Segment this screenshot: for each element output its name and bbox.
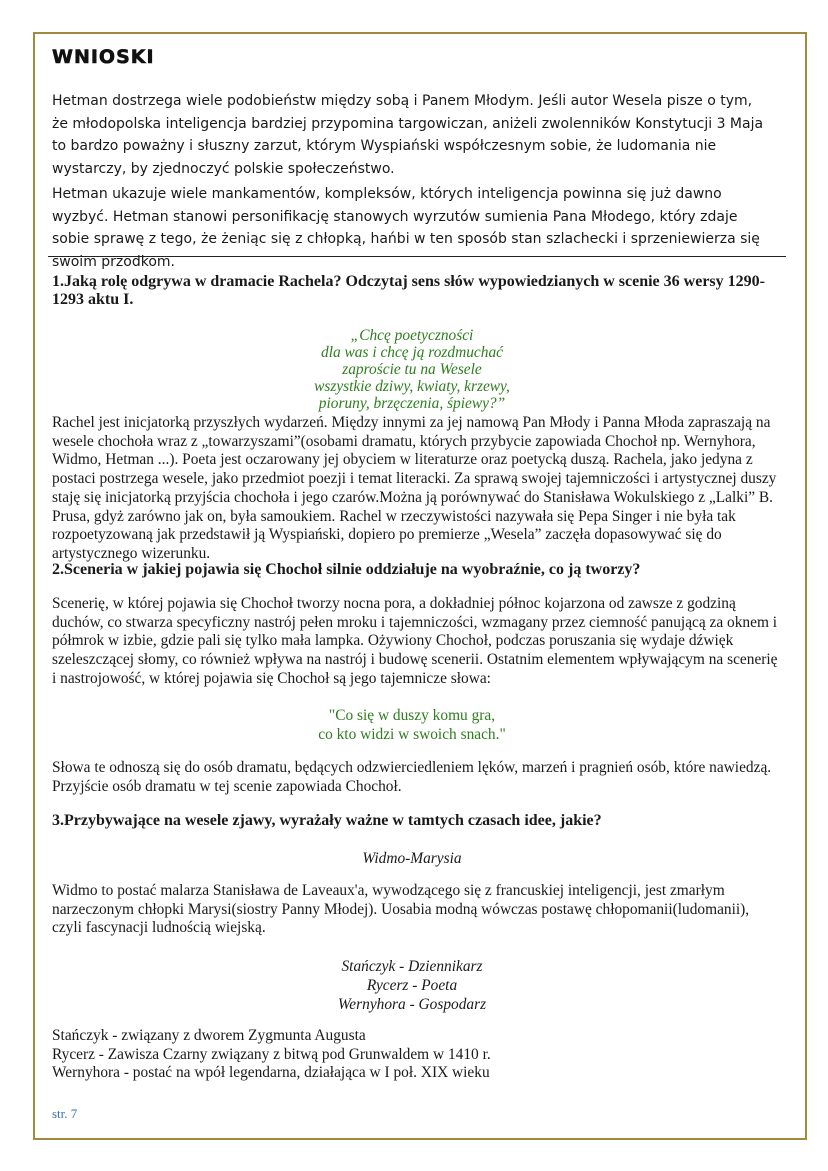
chochol-quote <box>52 706 772 744</box>
quote-line: dla was i chcę ją rozdmuchać <box>321 344 503 361</box>
rachela-quote <box>52 327 772 412</box>
answer-1: Rachel jest inicjatorką przyszłych wydarzeń. Między innymi za jej namową Pan Młody i Panna Młoda zapraszają na wesele chochoła wraz z „towarzyszami”(osobami dramatu, których przybycie zapowiada Chochoł np. Wernyhora, Widmo, Hetman ...). Poeta jest oczarowany jej obyciem w literaturze oraz poetycką duszą. Rachela, jako jedyna z postaci postrzega wesele, jako przedmiot poezji i temat literacki. Za sprawą swojej tajemniczości i artystycznej duszy staję się inicjatorką przyjścia chochoła i jego czarów.Można ją porównywać do Stanisława Wokulskiego z „Lalki” B. Prusa, gdyż zarówno jak on, była samoukiem. Rachel w rzeczywistości nazywała się Pepa Singer i nie była tak rozpoetyzowaną jak przedstawił ją Wyspiański, dopiero po premierze „Wesela” zaczęła dopasowywać się do artystycznego wizerunku. <box>52 414 777 562</box>
note-item: Wernyhora - postać na wpół legendarna, działająca w I poł. XIX wieku <box>52 1064 490 1082</box>
conclusion-paragraph-1: Hetman dostrzega wiele podobieństw między sobą i Panem Młodym. Jeśli autor Wesela pisze o tym, że młodopolska inteligencja bardziej przypomina targowiczan, aniżeli zwolenników Konstytucji 3 Maja to bardzo poważny i słuszny zarzut, którym Wyspiański współczesnym sobie, że ludomania nie wystarczy, by zjednoczyć polskie społeczeństwo. <box>52 93 764 177</box>
question-1: 1.Jaką rolę odgrywa w dramacie Rachela? Odczytaj sens słów wypowiedzianych w scenie 36 wersy 1290-1293 aktu I. <box>52 273 765 308</box>
note-item: Rycerz - Zawisza Czarny związany z bitwą pod Grunwaldem w 1410 r. <box>52 1045 491 1063</box>
section-heading: WNIOSKI <box>52 46 155 68</box>
quote-line: "Co się w duszy komu gra, <box>328 707 496 724</box>
quote-line: wszystkie dziwy, kwiaty, krzewy, <box>314 378 510 395</box>
answer-2-conclusion: Słowa te odnoszą się do osób dramatu, będących odzwierciedleniem lęków, marzeń i pragnień osób, które nawiedzą. Przyjście osób dramatu w tej scenie zapowiada Chochoł. <box>52 759 772 795</box>
quote-line: co kto widzi w swoich snach." <box>318 726 506 743</box>
character-notes <box>52 1027 780 1083</box>
pair-item: Stańczyk - Dziennikarz <box>341 958 483 975</box>
question-2: 2.Sceneria w jakiej pojawia się Chochoł silnie oddziałuje na wyobraźnie, co ją tworzy? <box>52 561 641 578</box>
quote-line: zaproście tu na Wesele <box>342 361 482 378</box>
quote-line: pioruny, brzęczenia, śpiewy?” <box>318 395 506 412</box>
widmo-description: Widmo to postać malarza Stanisława de Laveaux'a, wywodzącego się z francuskiej inteligencji, jest zmarłym narzeczonym chłopki Marysi(siostry Panny Młodej). Uosabia modną wówczas postawę chłopomanii(ludomanii), czyli fascynacji ludnością wiejską. <box>52 882 750 937</box>
pair-widmo-marysia: Widmo-Marysia <box>362 850 462 867</box>
answer-2: Scenerię, w której pojawia się Chochoł tworzy nocna pora, a dokładniej północ kojarzona od zawsze z godziną duchów, co stwarza specyficzny nastrój pełen mroku i tajemniczości, wzmagany przez ciemność panującą za oknem i półmrok w izbie, gdzie pali się tylko mała lampka. Ożywiony Chochoł, podczas poruszania się wydaje dźwięk szeleszczącej słomy, co również wpływa na nastrój i budowę scenerii. Ostatnim elementem wpływającym na scenerię i nastrojowość, w której pojawia się Chochoł są jego tajemnicze słowa: <box>52 595 778 687</box>
quote-line: „Chcę poetyczności <box>350 327 474 344</box>
note-item: Stańczyk - związany z dworem Zygmunta Augusta <box>52 1027 366 1044</box>
section-divider <box>48 256 786 257</box>
page-number: str. 7 <box>52 1106 78 1121</box>
conclusion-paragraph-2: Hetman ukazuje wiele mankamentów, kompleksów, których inteligencja powinna się już dawno wyzbyć. Hetman stanowi personifikację stanowych wyrzutów sumienia Pana Młodego, który zdaje sobie sprawę z tego, że żeniąc się z chłopką, hańbi w ten sposób stan szlachecki i sprzeniewierza się swoim przodkom. <box>52 186 760 270</box>
pair-item: Wernyhora - Gospodarz <box>337 996 487 1013</box>
question-3: 3.Przybywające na wesele zjawy, wyrażały ważne w tamtych czasach idee, jakie? <box>52 812 602 829</box>
pair-item: Rycerz - Poeta <box>366 977 458 994</box>
character-pairs <box>52 957 772 1014</box>
